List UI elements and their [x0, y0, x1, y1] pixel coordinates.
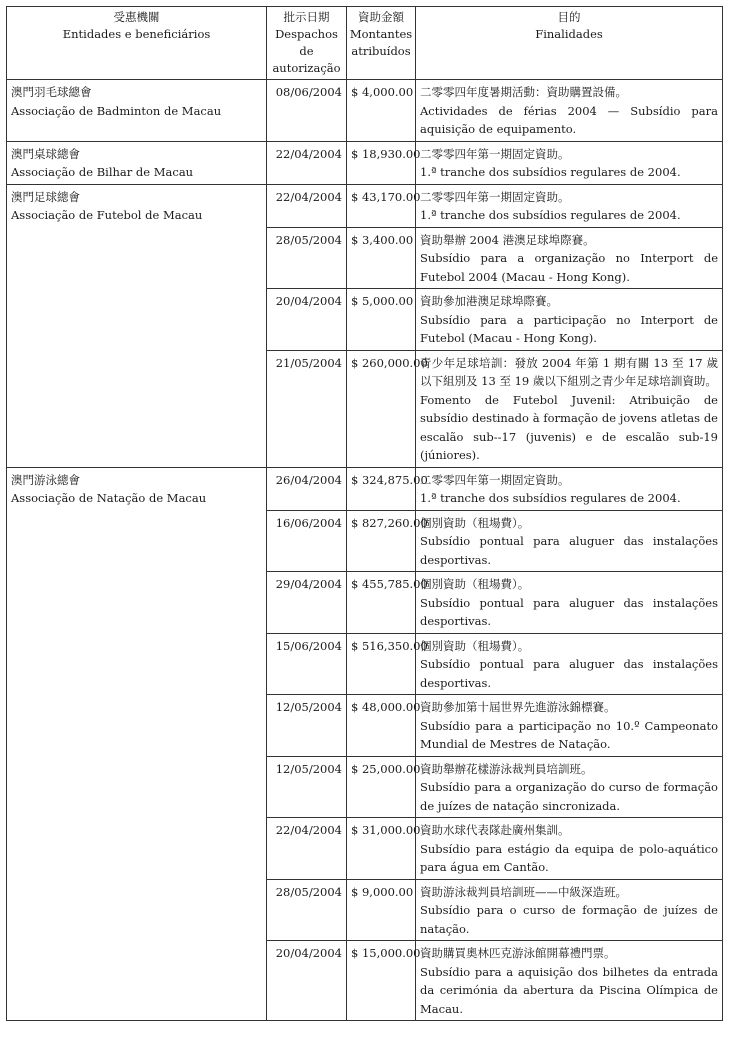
authorization-date: 16/06/2004 — [267, 510, 347, 572]
authorization-date: 28/05/2004 — [267, 227, 347, 289]
purpose-zh: 資助游泳裁判員培訓班——中級深造班。 — [420, 884, 627, 899]
header-amount — [347, 7, 416, 80]
table-header — [7, 7, 723, 80]
header-amount-pt-1: Montantes — [349, 27, 413, 41]
entity-name-pt: Associação de Bilhar de Macau — [11, 165, 194, 179]
amount: $ 25,000.00 — [347, 756, 416, 818]
amount: $ 31,000.00 — [347, 818, 416, 880]
amount: $ 455,785.00 — [347, 572, 416, 634]
purpose-pt: 1.ª tranche dos subsídios regulares de 2004. — [420, 491, 681, 505]
header-purpose — [416, 7, 723, 80]
header-amount-pt-2: atribuídos — [351, 44, 411, 58]
purpose-cell — [416, 941, 723, 1021]
authorization-date: 22/04/2004 — [267, 141, 347, 184]
entity-cell — [7, 141, 267, 184]
amount: $ 324,875.00 — [347, 467, 416, 510]
table-row — [7, 80, 723, 142]
authorization-date: 12/05/2004 — [267, 695, 347, 757]
entity-cell — [7, 467, 267, 1021]
purpose-pt: Subsídio pontual para aluguer das instalações desportivas. — [420, 595, 718, 628]
purpose-cell — [416, 572, 723, 634]
purpose-zh: 二零零四年第一期固定資助。 — [420, 146, 570, 161]
purpose-zh: 個別資助（租場費）。 — [420, 577, 530, 591]
table-row — [7, 141, 723, 184]
purpose-cell — [416, 879, 723, 941]
amount: $ 15,000.00 — [347, 941, 416, 1021]
authorization-date: 22/04/2004 — [267, 818, 347, 880]
purpose-cell — [416, 141, 723, 184]
header-entities — [7, 7, 267, 80]
entity-name-zh: 澳門桌球總會 — [11, 146, 80, 161]
authorization-date: 20/04/2004 — [267, 289, 347, 351]
amount: $ 48,000.00 — [347, 695, 416, 757]
purpose-zh: 資助參加第十屆世界先進游泳錦標賽。 — [420, 700, 616, 714]
purpose-zh: 資助水球代表隊赴廣州集訓。 — [420, 823, 570, 837]
table-body — [7, 80, 723, 1021]
purpose-pt: Subsídio pontual para aluguer das instalações desportivas. — [420, 657, 718, 690]
purpose-pt: Subsídio para a organização do curso de formação de juízes de natação sincronizada. — [420, 780, 718, 813]
amount: $ 260,000.00 — [347, 350, 416, 467]
purpose-pt: Subsídio para a aquisição dos bilhetes da entrada da cerimónia da abertura da Piscina Olímpica de Macau. — [420, 964, 718, 1016]
authorization-date: 28/05/2004 — [267, 879, 347, 941]
entity-cell — [7, 80, 267, 142]
entity-name-pt: Associação de Badminton de Macau — [11, 103, 222, 118]
purpose-pt: Subsídio para a organização no Interport de Futebol 2004 (Macau - Hong Kong). — [420, 251, 718, 284]
purpose-pt: Subsídio para estágio da equipa de polo-aquático para água em Cantão. — [420, 841, 718, 874]
table-row — [7, 467, 723, 510]
authorization-date: 26/04/2004 — [267, 467, 347, 510]
authorization-date: 29/04/2004 — [267, 572, 347, 634]
purpose-zh: 個別資助（租場費）。 — [420, 515, 530, 530]
authorization-date: 21/05/2004 — [267, 350, 347, 467]
purpose-cell — [416, 467, 723, 510]
purpose-cell — [416, 80, 723, 142]
purpose-pt: 1.ª tranche dos subsídios regulares de 2004. — [420, 208, 681, 222]
purpose-cell — [416, 350, 723, 467]
entity-name-zh: 澳門足球總會 — [11, 189, 80, 204]
purpose-zh: 資助購買奧林匹克游泳館開幕禮門票。 — [420, 946, 616, 960]
amount: $ 9,000.00 — [347, 879, 416, 941]
amount: $ 827,260.00 — [347, 510, 416, 572]
purpose-zh: 資助舉辦花樣游泳裁判員培訓班。 — [420, 761, 593, 776]
amount: $ 18,930.00 — [347, 141, 416, 184]
purpose-cell — [416, 695, 723, 757]
purpose-cell — [416, 289, 723, 351]
table-row — [7, 184, 723, 227]
purpose-zh: 二零零四年第一期固定資助。 — [420, 472, 570, 487]
header-date-zh: 批示日期 — [283, 10, 330, 24]
purpose-pt: Subsídio pontual para aluguer das instalações desportivas. — [420, 534, 718, 567]
purpose-zh: 青少年足球培訓：發放 2004 年第 1 期有關 13 至 17 歲以下組別及 13 至 19 歲以下組別之青少年足球培訓資助。 — [420, 355, 718, 388]
purpose-pt: Actividades de férias 2004 — Subsídio para aquisição de equipamento. — [420, 103, 718, 136]
amount: $ 3,400.00 — [347, 227, 416, 289]
header-amount-zh: 資助金額 — [358, 10, 404, 24]
header-date — [267, 7, 347, 80]
header-date-pt-1: Despachos de — [275, 27, 338, 58]
entity-name-zh: 澳門游泳總會 — [11, 472, 80, 487]
purpose-pt: Fomento de Futebol Juvenil: Atribuição de subsídio destinado à formação de jovens atletas de escalão sub--17 (juvenis) e de escalão sub-19 (júniores). — [420, 392, 718, 462]
header-date-pt-2: autorização — [272, 61, 341, 75]
purpose-cell — [416, 184, 723, 227]
purpose-cell — [416, 227, 723, 289]
authorization-date: 20/04/2004 — [267, 941, 347, 1021]
purpose-pt: 1.ª tranche dos subsídios regulares de 2004. — [420, 165, 681, 179]
purpose-zh: 個別資助（租場費）。 — [420, 638, 530, 653]
authorization-date: 22/04/2004 — [267, 184, 347, 227]
authorization-date: 08/06/2004 — [267, 80, 347, 142]
purpose-zh: 資助參加港澳足球埠際賽。 — [420, 294, 558, 308]
header-purpose-zh: 目的 — [557, 10, 581, 24]
purpose-zh: 資助舉辦 2004 港澳足球埠際賽。 — [420, 232, 595, 247]
amount: $ 4,000.00 — [347, 80, 416, 142]
purpose-pt: Subsídio para a participação no Interport de Futebol (Macau - Hong Kong). — [420, 312, 718, 345]
authorization-date: 15/06/2004 — [267, 633, 347, 695]
entity-cell — [7, 184, 267, 467]
purpose-cell — [416, 818, 723, 880]
purpose-cell — [416, 633, 723, 695]
amount: $ 516,350.00 — [347, 633, 416, 695]
header-purpose-pt: Finalidades — [535, 27, 603, 41]
purpose-pt: Subsídio para o curso de formação de juízes de natação. — [420, 903, 718, 936]
authorization-date: 12/05/2004 — [267, 756, 347, 818]
purpose-cell — [416, 510, 723, 572]
purpose-cell — [416, 756, 723, 818]
purpose-zh: 二零零四年第一期固定資助。 — [420, 189, 570, 204]
entity-name-zh: 澳門羽毛球總會 — [11, 85, 92, 99]
amount: $ 43,170.00 — [347, 184, 416, 227]
entity-name-pt: Associação de Futebol de Macau — [11, 208, 203, 222]
subsidy-table — [6, 6, 723, 1021]
header-entities-zh: 受惠機關 — [113, 10, 160, 24]
purpose-pt: Subsídio para a participação no 10.º Campeonato Mundial de Mestres de Natação. — [420, 718, 718, 751]
entity-name-pt: Associação de Natação de Macau — [11, 491, 207, 505]
purpose-zh: 二零零四年度暑期活動：資助購置設備。 — [420, 85, 627, 99]
amount: $ 5,000.00 — [347, 289, 416, 351]
header-entities-pt: Entidades e beneficiários — [62, 27, 211, 41]
